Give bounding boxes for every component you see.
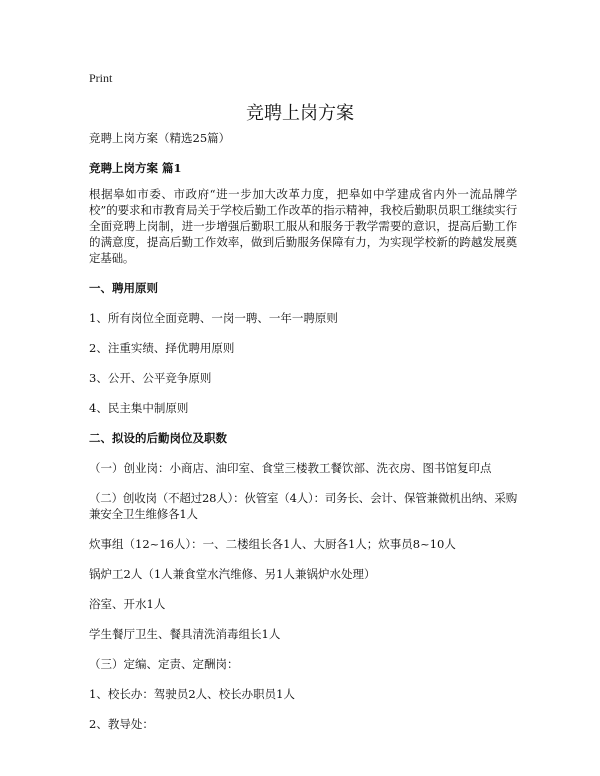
post-item: 浴室、开水1人 — [89, 597, 166, 611]
document-title: 竞聘上岗方案 — [246, 103, 354, 124]
print-link[interactable]: Print — [89, 71, 113, 85]
intro-paragraph: 根据皋如市委、市政府“进一步加大改革力度，把皋如中学建成省内外一流品牌学校”的要求和市教育局关于学校后勤工作改革的指示精神，我校后勤职员职工继续实行全面竞聘上岗制，进一步增强后勤职工服从和服务于教学需要的意识，提高后勤工作的满意度，提高后勤工作效率，做到后勤服务保障有力，为实现学校新的跨越发展奠定基础。 — [89, 187, 517, 265]
principle-item: 2、注重实绩、择优聘用原则 — [89, 341, 235, 355]
document-subtitle: 竞聘上岗方案（精选25篇） — [89, 131, 231, 145]
principle-item: 4、民主集中制原则 — [89, 401, 189, 415]
principle-item: 1、所有岗位全面竞聘、一岗一聘、一年一聘原则 — [89, 311, 338, 325]
principle-item: 3、公开、公平竞争原则 — [89, 371, 212, 385]
post-item: 学生餐厅卫生、餐具清洗消毒组长1人 — [89, 627, 281, 641]
post-item: （一）创业岗：小商店、油印室、食堂三楼教工餐饮部、洗衣房、图书馆复印点 — [89, 461, 492, 475]
post-item: 锅炉工2人（1人兼食堂水汽维修、另1人兼锅炉水处理） — [89, 567, 376, 581]
heading-posts: 二、拟设的后勤岗位及职数 — [89, 431, 227, 445]
heading-principles: 一、聘用原则 — [89, 281, 158, 295]
section-heading: 竞聘上岗方案 篇1 — [89, 161, 182, 175]
post-item: （二）创收岗（不超过28人）：伙管室（4人）：司务长、会计、保管兼微机出纳、采购兼安全卫生维修各1人 — [89, 491, 517, 521]
post-item: 2、教导处： — [89, 717, 154, 731]
post-item: （三）定编、定责、定酬岗： — [89, 657, 239, 671]
post-item: 1、校长办：驾驶员2人、校长办职员1人 — [89, 687, 295, 701]
document-body — [89, 130, 517, 732]
post-item: 炊事组（12~16人）：一、二楼组长各1人、大厨各1人；炊事员8~10人 — [89, 537, 456, 551]
